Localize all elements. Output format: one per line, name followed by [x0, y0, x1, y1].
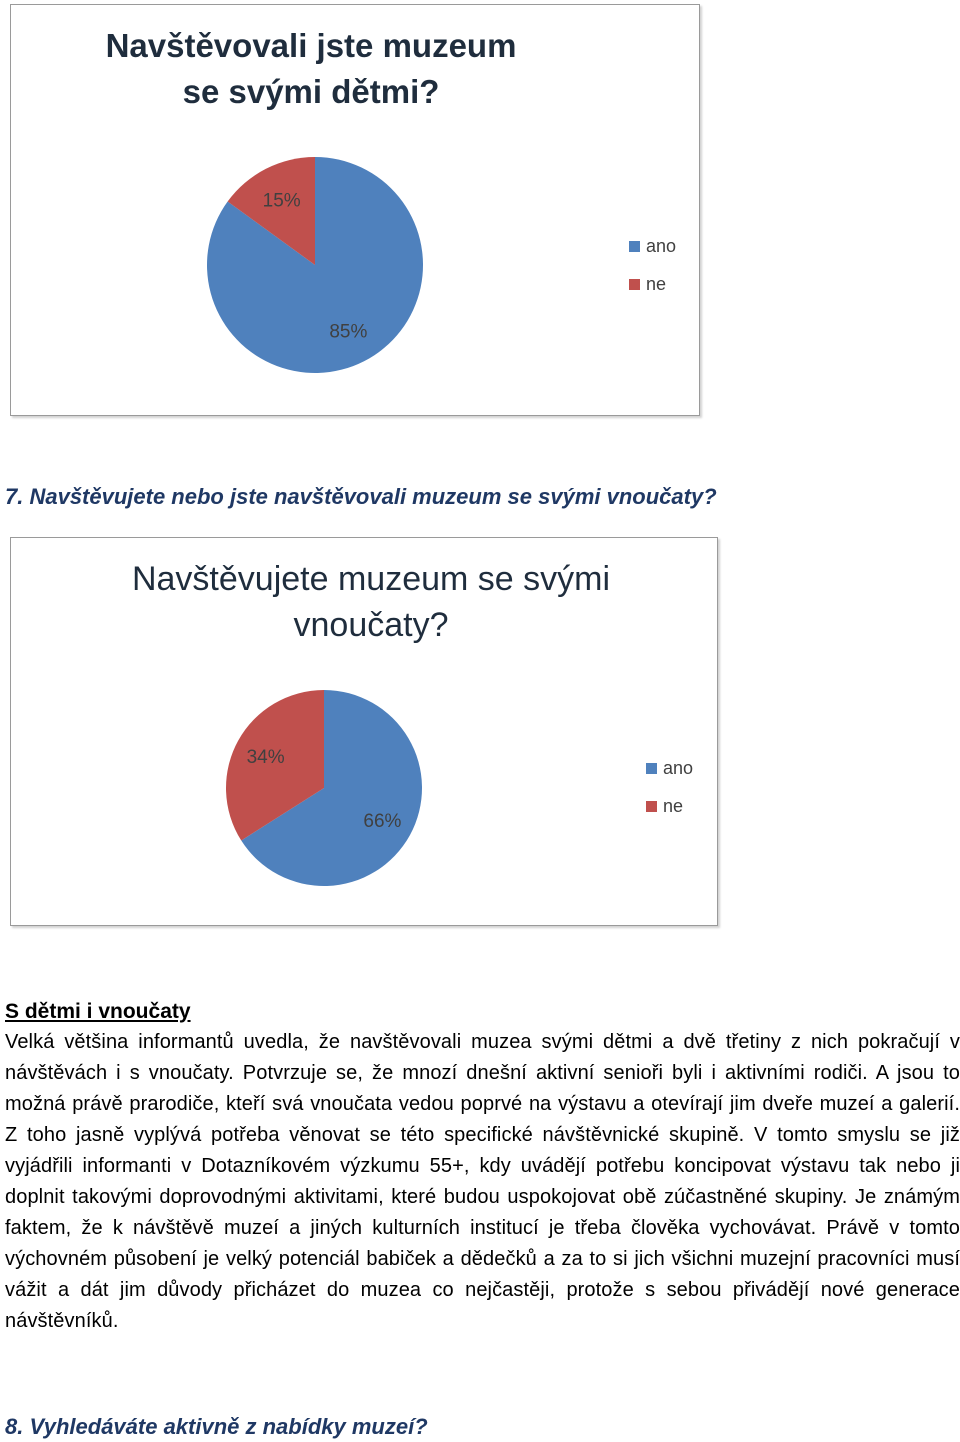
- chart-children-visits: [10, 4, 700, 416]
- pie-label-ne: 15%: [262, 190, 301, 212]
- chart-legend: [646, 749, 693, 825]
- question-8-heading: 8. Vyhledáváte aktivně z nabídky muzeí?: [5, 1414, 428, 1439]
- legend-swatch: [646, 763, 657, 774]
- legend-label: ano: [646, 235, 677, 256]
- legend-item-ano: [629, 227, 676, 265]
- pie-chart: [11, 5, 699, 415]
- chart-title-line1: Navštěvovali jste muzeum: [105, 27, 517, 64]
- chart-grandchildren-visits: [10, 537, 718, 926]
- legend-label: ne: [646, 273, 667, 294]
- pie-label-ano: 66%: [363, 811, 402, 833]
- legend-item-ano: [646, 749, 693, 787]
- pie-chart: [11, 538, 717, 925]
- section-title: S dětmi i vnoučaty: [5, 1000, 191, 1023]
- legend-item-ne: [629, 265, 676, 303]
- legend-item-ne: [646, 787, 693, 825]
- chart-title-line2: vnoučaty?: [293, 606, 449, 644]
- pie-label-ne: 34%: [246, 746, 285, 768]
- chart-title-line1: Navštěvujete muzeum se svými: [131, 560, 611, 598]
- section-paragraph: Velká většina informantů uvedla, že navštěvovali muzea svými dětmi a dvě třetiny z nich pokračují v návštěvách i s vnoučaty. Potvrzuje se, že mnozí dnešní aktivní senioři byli i aktivními rodiči. A jsou to možná právě prarodiče, kteří svá vnoučata vedou poprvé na výstavu a otevírají jim dveře muzeí a galerií. Z toho jasně vyplývá potřeba věnovat se této specifické návštěvnické skupině. V tomto smyslu se již vyjádřili informanti v Dotazníkovém výzkumu 55+, kdy uvádějí potřebu koncipovat výstavu tak nebo ji doplnit takovými doprovodnými aktivitami, které budou uspokojovat obě zúčastněné skupiny. Je známým faktem, že k návštěvě muzeí a jiných kulturních institucí je třeba člověka vychovávat. Právě v tomto výchovném působení je velký potenciál babiček a dědečků a za to si jich všichni muzejní pracovníci musí vážit a dát jim důvody přicházet do muzea co nejčastěji, protože s sebou přivádějí nové generace návštěvníků.: [5, 1031, 960, 1332]
- chart-title-line2: se svými dětmi?: [182, 73, 440, 110]
- pie-label-ano: 85%: [329, 321, 368, 343]
- question-7-heading: 7. Navštěvujete nebo jste navštěvovali muzeum se svými vnoučaty?: [5, 484, 717, 509]
- legend-swatch: [629, 241, 640, 252]
- legend-label: ne: [663, 795, 684, 816]
- legend-label: ano: [663, 757, 694, 778]
- legend-swatch: [629, 279, 640, 290]
- chart-legend: [629, 227, 676, 303]
- legend-swatch: [646, 801, 657, 812]
